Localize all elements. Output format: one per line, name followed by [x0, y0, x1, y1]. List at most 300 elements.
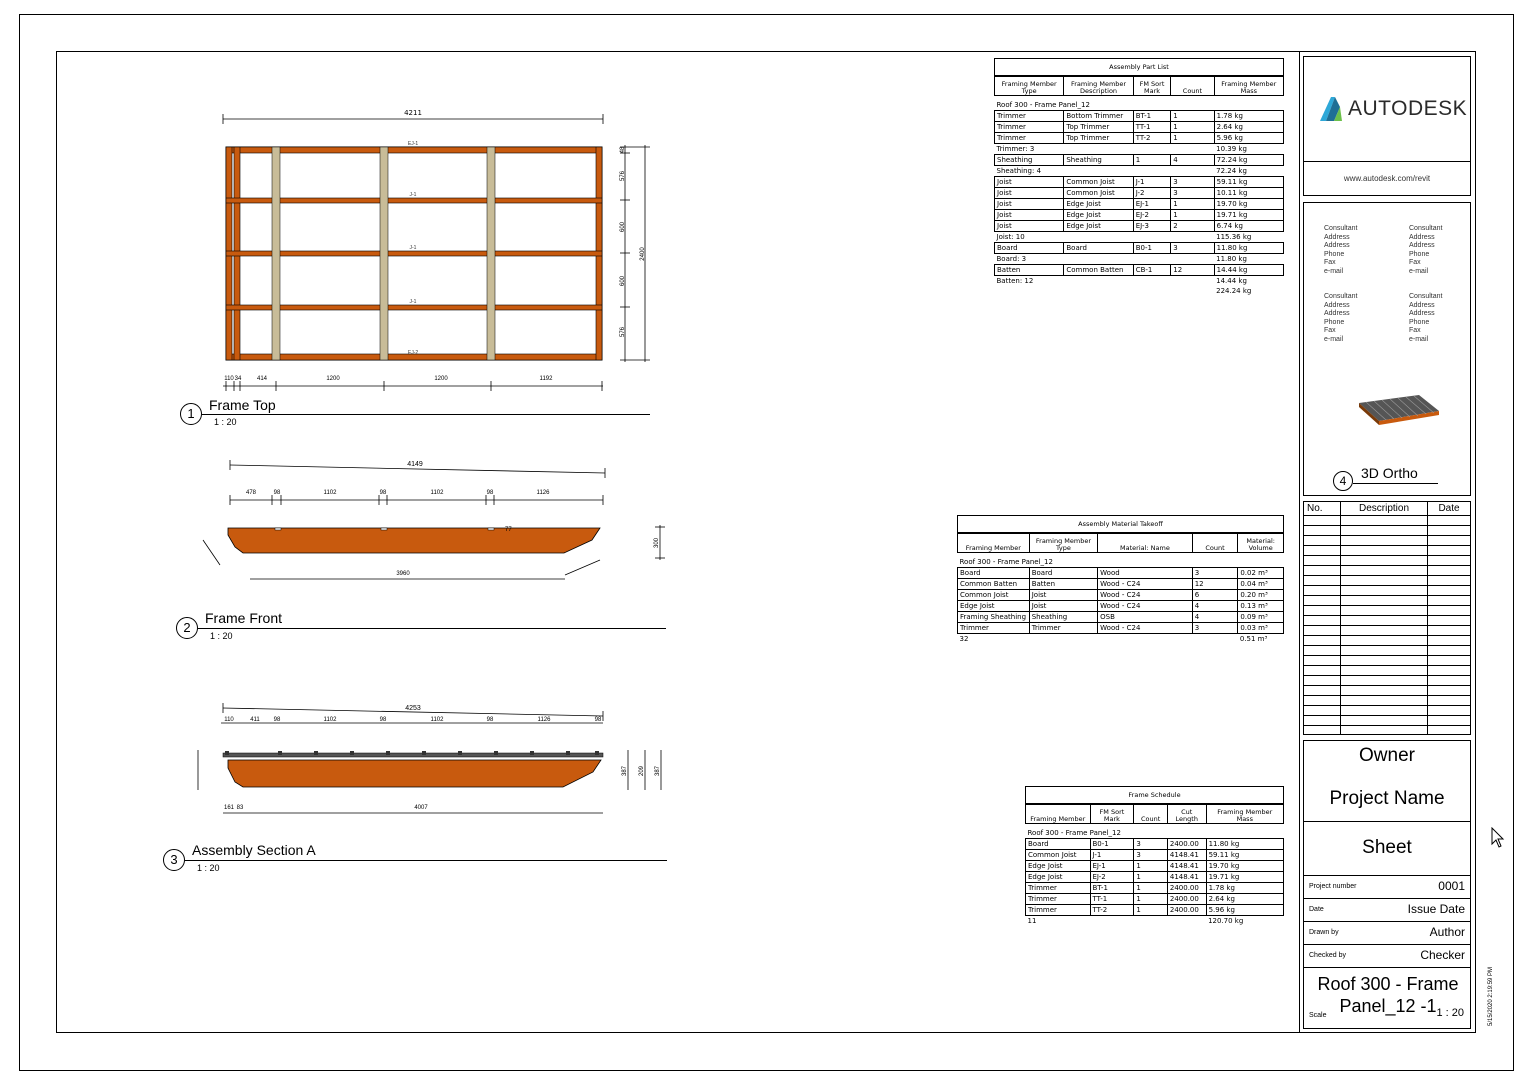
consultant-block	[1409, 225, 1442, 276]
view-scale-1: 1 : 20	[214, 417, 237, 427]
schedule-cell: Board: 3	[996, 255, 1027, 263]
frame-schedule[interactable]	[1025, 786, 1284, 926]
schedule-cell: Common Joist	[958, 590, 1030, 601]
schedule-cell: Sheathing	[1064, 155, 1133, 166]
dim-section-bottom: 4007	[414, 805, 428, 811]
schedule-cell: 11.80 kg	[1206, 839, 1283, 850]
schedule-cell: Wood - C24	[1098, 590, 1193, 601]
schedule-row[interactable]	[958, 612, 1284, 623]
schedule-group-header: Roof 300 - Frame Panel_12	[959, 558, 1053, 566]
dim-front-note: 77	[505, 527, 512, 533]
schedule-cell: 11.80 kg	[1214, 243, 1283, 254]
schedule-cell: Edge Joist	[1026, 872, 1091, 883]
schedule-cell: Edge Joist	[1064, 199, 1133, 210]
schedule-row[interactable]	[1026, 905, 1284, 916]
schedule-cell: Trimmer	[958, 623, 1030, 634]
joist-label: J-1	[409, 299, 417, 305]
consultant-line: Address	[1324, 233, 1350, 241]
revision-table	[1303, 501, 1471, 735]
schedule-cell: Board	[958, 568, 1030, 579]
consultant-line: Phone	[1324, 250, 1345, 258]
schedule-cell: EJ-3	[1133, 221, 1171, 232]
schedule-cell: OSB	[1098, 612, 1193, 623]
project-field-row	[1304, 898, 1470, 922]
revision-row[interactable]	[1304, 636, 1470, 646]
schedule-cell: TT-1	[1133, 122, 1171, 133]
schedule-row[interactable]	[995, 177, 1284, 188]
schedule-cell: BT-1	[1133, 111, 1171, 122]
schedule-cell: 4148.41	[1167, 861, 1206, 872]
consultant-line: Consultant	[1324, 225, 1358, 232]
rev-header-date: Date	[1428, 502, 1471, 516]
schedule-cell: Board	[1026, 839, 1091, 850]
sheet-name: Roof 300 - Frame Panel_12 -1	[1317, 974, 1459, 1016]
schedule-cell: Wood - C24	[1098, 579, 1193, 590]
view-number-1: 1	[180, 403, 202, 425]
schedule-subtotal-row[interactable]	[995, 254, 1284, 265]
dim-right: 600	[620, 221, 626, 233]
project-field-value[interactable]: Checker	[1420, 948, 1465, 962]
schedule-cell: 1	[1134, 883, 1168, 894]
project-field-label: Date	[1309, 906, 1324, 913]
schedule-cell: 10.39 kg	[1216, 145, 1247, 153]
project-info-panel	[1303, 740, 1471, 1029]
schedule-cell: Trimmer: 3	[996, 145, 1035, 153]
view-scale-3: 1 : 20	[197, 863, 220, 873]
schedule-header: Material: Name	[1098, 534, 1193, 553]
schedule-cell: 115.36 kg	[1216, 233, 1252, 241]
schedule-cell: Joist	[1029, 590, 1097, 601]
revision-row[interactable]	[1304, 626, 1470, 636]
schedule-cell: 1	[1134, 872, 1168, 883]
project-field-row	[1304, 944, 1470, 967]
schedule-cell: Trimmer	[1026, 894, 1091, 905]
project-field-value[interactable]: 0001	[1438, 879, 1465, 893]
schedule-cell: Common Joist	[1026, 850, 1091, 861]
schedule-cell: 11.80 kg	[1216, 255, 1247, 263]
schedule-row[interactable]	[995, 122, 1284, 133]
schedule-cell: 3	[1192, 568, 1238, 579]
schedule-cell: 19.70 kg	[1206, 861, 1283, 872]
schedule-cell	[1064, 286, 1133, 296]
schedule-cell: CB-1	[1133, 265, 1171, 276]
schedule-cell: 2400.00	[1167, 905, 1206, 916]
schedule-cell: TT-2	[1090, 905, 1134, 916]
schedule-cell	[1171, 166, 1214, 177]
revision-row[interactable]	[1304, 516, 1470, 526]
schedule-row[interactable]	[995, 133, 1284, 144]
schedule-cell: 1	[1171, 210, 1214, 221]
joist-label: EJ-1	[407, 141, 419, 147]
schedule-cell: 59.11 kg	[1214, 177, 1283, 188]
schedule-cell: 1.78 kg	[1206, 883, 1283, 894]
consultant-line: e-mail	[1409, 335, 1429, 343]
dim-right-total: 2400	[640, 247, 646, 261]
schedule-cell: 59.11 kg	[1206, 850, 1283, 861]
schedule-cell: Joist: 10	[996, 233, 1025, 241]
schedule-row[interactable]	[958, 601, 1284, 612]
schedule-row[interactable]	[958, 579, 1284, 590]
dim-section-top: 98	[273, 717, 281, 723]
schedule-row[interactable]	[958, 568, 1284, 579]
schedule-cell: 0.09 m³	[1238, 612, 1284, 623]
schedule-cell	[1167, 916, 1206, 927]
schedule-cell: 1	[1133, 155, 1171, 166]
consultant-line: Address	[1324, 310, 1350, 317]
schedule-cell: 1	[1134, 905, 1168, 916]
schedule-group-header: Roof 300 - Frame Panel_12	[996, 101, 1090, 109]
schedule-subtotal-row[interactable]	[995, 144, 1284, 155]
revision-row[interactable]	[1304, 676, 1470, 686]
dim-bottom: 1200	[434, 376, 448, 382]
dim-front-top: 1102	[430, 490, 444, 496]
brand-name: AUTODESK	[1348, 97, 1468, 120]
schedule-cell: 3	[1192, 623, 1238, 634]
schedule-cell: 4148.41	[1167, 850, 1206, 861]
schedule-cell: Common Joist	[1064, 188, 1133, 199]
schedule-cell: 1	[1134, 894, 1168, 905]
dim-section-bottom: 83	[236, 805, 244, 811]
consultant-line: Address	[1409, 310, 1435, 317]
dim-section-right: 387	[655, 765, 661, 777]
schedule-cell: 19.71 kg	[1214, 210, 1283, 221]
schedule-cell	[1098, 634, 1193, 645]
project-field-label: Project number	[1309, 883, 1357, 890]
autodesk-logo	[1318, 95, 1467, 123]
view-scale-2: 1 : 20	[210, 631, 233, 641]
revision-row[interactable]	[1304, 696, 1470, 706]
schedule-row[interactable]	[1026, 850, 1284, 861]
schedule-cell: 3	[1171, 243, 1214, 254]
schedule-cell: 14.44 kg	[1216, 277, 1247, 285]
schedule-cell: 2400.00	[1167, 894, 1206, 905]
assembly-part-list-schedule[interactable]	[994, 58, 1284, 296]
schedule-cell: 12	[1171, 265, 1214, 276]
revision-row[interactable]	[1304, 616, 1470, 626]
dim-right: 576	[620, 170, 626, 182]
dim-front-top: 478	[245, 490, 257, 496]
schedule-header: Framing Member Description	[1064, 77, 1133, 96]
consultant-line: e-mail	[1409, 267, 1429, 275]
schedule-cell	[1133, 232, 1171, 243]
view-title-frame-top[interactable]: Frame Top	[209, 397, 276, 413]
schedule-cell: 32	[959, 635, 969, 643]
view-title-3d-ortho[interactable]: 3D Ortho	[1361, 465, 1418, 481]
dim-front-top: 98	[486, 490, 494, 496]
schedule-cell: 6.74 kg	[1214, 221, 1283, 232]
dim-bottom: 34	[234, 376, 242, 382]
project-field-value[interactable]: Author	[1429, 925, 1465, 939]
consultant-line: Consultant	[1409, 225, 1443, 232]
consultant-block	[1324, 293, 1357, 344]
schedule-cell	[1171, 276, 1214, 287]
schedule-cell: 12	[1192, 579, 1238, 590]
revision-row[interactable]	[1304, 556, 1470, 566]
schedule-cell: 5.96 kg	[1206, 905, 1283, 916]
consultant-line: Fax	[1409, 259, 1421, 266]
schedule-subtotal-row[interactable]	[1026, 916, 1284, 927]
schedule-cell: Edge Joist	[958, 601, 1030, 612]
frame-top-drawing	[215, 100, 655, 400]
schedule-cell: Edge Joist	[1064, 221, 1133, 232]
schedule-cell: 19.70 kg	[1214, 199, 1283, 210]
schedule-cell	[1133, 254, 1171, 265]
schedule-subtotal-row[interactable]	[995, 232, 1284, 243]
view-title-assembly-section[interactable]: Assembly Section A	[192, 842, 316, 858]
revision-row[interactable]	[1304, 686, 1470, 696]
assembly-section-drawing	[183, 698, 673, 823]
joist-label: J-1	[409, 192, 417, 198]
schedule-row[interactable]	[1026, 839, 1284, 850]
schedule-cell: 3	[1171, 188, 1214, 199]
schedule-header: Framing Member Mass	[1214, 77, 1283, 96]
schedule-title: Frame Schedule	[1025, 786, 1284, 804]
schedule-cell: 19.71 kg	[1206, 872, 1283, 883]
schedule-cell: J-1	[1090, 850, 1134, 861]
schedule-cell: Batten: 12	[996, 277, 1034, 285]
schedule-header: FM Sort Mark	[1090, 805, 1134, 824]
schedule-header: FM Sort Mark	[1133, 77, 1171, 96]
schedule-cell	[1064, 254, 1133, 265]
revision-row[interactable]	[1304, 536, 1470, 546]
consultant-line: Fax	[1409, 327, 1421, 334]
schedule-cell	[1064, 276, 1133, 287]
schedule-cell: 1	[1171, 111, 1214, 122]
schedule-cell: Trimmer	[995, 111, 1064, 122]
consultant-line: e-mail	[1324, 267, 1344, 275]
consultant-line: Address	[1409, 301, 1435, 309]
schedule-cell: Board	[995, 243, 1064, 254]
schedule-header: Count	[1171, 77, 1214, 96]
project-field-value[interactable]: Issue Date	[1407, 902, 1465, 916]
joist-label: J-1	[409, 245, 417, 251]
schedule-cell: Trimmer	[995, 133, 1064, 144]
dim-section-total: 4253	[405, 705, 421, 712]
schedule-header: Count	[1192, 534, 1238, 553]
schedule-subtotal-row[interactable]	[958, 634, 1284, 645]
consultant-line: e-mail	[1324, 335, 1344, 343]
schedule-row[interactable]	[958, 590, 1284, 601]
website-link[interactable]: www.autodesk.com/revit	[1343, 174, 1431, 183]
rev-header-description: Description	[1341, 502, 1428, 516]
schedule-cell	[995, 286, 1064, 296]
revision-row[interactable]	[1304, 606, 1470, 616]
schedule-cell: 1	[1134, 861, 1168, 872]
revision-row[interactable]	[1304, 566, 1470, 576]
schedule-row[interactable]	[1026, 894, 1284, 905]
mouse-cursor-icon	[1491, 827, 1505, 849]
dim-front-top: 1102	[323, 490, 337, 496]
schedule-cell: 3	[1134, 839, 1168, 850]
frame-front-drawing	[195, 455, 665, 585]
schedule-row[interactable]	[995, 210, 1284, 221]
schedule-cell: 5.96 kg	[1214, 133, 1283, 144]
schedule-header: Cut Length	[1167, 805, 1206, 824]
schedule-row[interactable]	[1026, 861, 1284, 872]
schedule-cell: 2400.00	[1167, 883, 1206, 894]
revision-row[interactable]	[1304, 576, 1470, 586]
schedule-cell	[1134, 916, 1168, 927]
schedule-header: Count	[1134, 805, 1168, 824]
schedule-cell: Common Batten	[958, 579, 1030, 590]
schedule-cell: 2400.00	[1167, 839, 1206, 850]
schedule-cell: J-1	[1133, 177, 1171, 188]
dim-section-right: 209	[639, 765, 645, 777]
view-title-frame-front[interactable]: Frame Front	[205, 610, 283, 626]
dim-section-top: 98	[486, 717, 494, 723]
schedule-cell: 2.64 kg	[1206, 894, 1283, 905]
schedule-cell: Sheathing	[1029, 612, 1097, 623]
schedule-cell: 120.70 kg	[1208, 917, 1244, 925]
schedule-cell: Edge Joist	[1026, 861, 1091, 872]
schedule-cell	[1133, 276, 1171, 287]
schedule-cell: Trimmer	[1026, 883, 1091, 894]
schedule-cell: 72.24 kg	[1216, 167, 1247, 175]
schedule-row[interactable]	[995, 111, 1284, 122]
dim-right: 48	[620, 146, 626, 154]
schedule-cell: Wood - C24	[1098, 623, 1193, 634]
schedule-row[interactable]	[995, 243, 1284, 254]
dim-section-top: 98	[594, 717, 602, 723]
schedule-cell: 0.13 m³	[1238, 601, 1284, 612]
dim-front-bottom: 3960	[396, 571, 410, 577]
schedule-cell: Joist	[995, 221, 1064, 232]
dim-bottom: 1192	[539, 376, 553, 382]
dim-section-top: 1102	[323, 717, 337, 723]
schedule-cell: Edge Joist	[1064, 210, 1133, 221]
schedule-cell: 4	[1192, 612, 1238, 623]
schedule-subtotal-row[interactable]	[995, 286, 1284, 296]
schedule-cell: 0.03 m³	[1238, 623, 1284, 634]
revision-row[interactable]	[1304, 656, 1470, 666]
print-timestamp: 5/15/2020 2:19:59 PM	[1488, 966, 1494, 1026]
revision-row[interactable]	[1304, 666, 1470, 676]
schedule-row[interactable]	[995, 155, 1284, 166]
schedule-cell: Joist	[995, 210, 1064, 221]
view-title-underline	[1353, 483, 1438, 484]
schedule-row[interactable]	[958, 623, 1284, 634]
schedule-cell: Common Joist	[1064, 177, 1133, 188]
revision-row[interactable]	[1304, 706, 1470, 716]
schedule-row[interactable]	[995, 221, 1284, 232]
schedule-cell: Wood	[1098, 568, 1193, 579]
schedule-cell: Joist	[1029, 601, 1097, 612]
schedule-cell: Trimmer	[1029, 623, 1097, 634]
schedule-header: Framing Member Mass	[1206, 805, 1283, 824]
schedule-cell: 1	[1171, 133, 1214, 144]
schedule-cell	[1133, 286, 1171, 296]
dim-front-right: 300	[654, 537, 660, 549]
consultant-line: Fax	[1324, 327, 1336, 334]
schedule-row[interactable]	[995, 199, 1284, 210]
schedule-row[interactable]	[995, 265, 1284, 276]
view-number-3: 3	[163, 849, 185, 871]
schedule-cell: Common Batten	[1064, 265, 1133, 276]
assembly-material-takeoff-schedule[interactable]	[957, 515, 1284, 644]
revision-grid	[1304, 502, 1470, 735]
schedule-cell: Board	[1064, 243, 1133, 254]
schedule-cell: 2.64 kg	[1214, 122, 1283, 133]
schedule-header: Framing Member	[958, 534, 1030, 553]
schedule-header: Framing Member Type	[995, 77, 1064, 96]
dim-section-top: 110	[224, 717, 234, 723]
schedule-cell: EJ-2	[1090, 872, 1134, 883]
autodesk-a-icon	[1318, 95, 1344, 123]
schedule-cell: 14.44 kg	[1214, 265, 1283, 276]
schedule-cell: 6	[1192, 590, 1238, 601]
schedule-subtotal-row[interactable]	[995, 276, 1284, 287]
schedule-cell: 4148.41	[1167, 872, 1206, 883]
scale-value: 1 : 20	[1436, 1007, 1464, 1019]
schedule-header: Framing Member	[1026, 805, 1091, 824]
schedule-cell: Sheathing: 4	[996, 167, 1042, 175]
revision-row[interactable]	[1304, 586, 1470, 596]
schedule-cell: Joist	[995, 177, 1064, 188]
schedule-cell	[1029, 634, 1097, 645]
view-number-4: 4	[1333, 471, 1353, 491]
revision-row[interactable]	[1304, 646, 1470, 656]
revision-row[interactable]	[1304, 596, 1470, 606]
schedule-subtotal-row[interactable]	[995, 166, 1284, 177]
schedule-cell: 0.02 m³	[1238, 568, 1284, 579]
schedule-cell: J-2	[1133, 188, 1171, 199]
schedule-row[interactable]	[995, 188, 1284, 199]
dim-top-total: 4211	[404, 109, 422, 117]
project-field-row	[1304, 921, 1470, 945]
schedule-cell: 4	[1192, 601, 1238, 612]
schedule-cell: 224.24 kg	[1216, 287, 1252, 295]
schedule-cell: BT-1	[1090, 883, 1134, 894]
schedule-row[interactable]	[1026, 883, 1284, 894]
schedule-cell: 72.24 kg	[1214, 155, 1283, 166]
schedule-cell: 4	[1171, 155, 1214, 166]
revision-row[interactable]	[1304, 526, 1470, 536]
consultant-line: Phone	[1409, 318, 1430, 326]
schedule-cell: Batten	[1029, 579, 1097, 590]
revision-row[interactable]	[1304, 716, 1470, 726]
schedule-row[interactable]	[1026, 872, 1284, 883]
schedule-cell	[1171, 232, 1214, 243]
schedule-cell: Trimmer	[1026, 905, 1091, 916]
dim-bottom: 1200	[326, 376, 340, 382]
project-name: Project Name	[1329, 788, 1445, 809]
consultant-block	[1409, 293, 1442, 344]
schedule-cell: 0.04 m³	[1238, 579, 1284, 590]
revision-row[interactable]	[1304, 726, 1470, 736]
consultant-line: Consultant	[1324, 293, 1358, 300]
schedule-title: Assembly Part List	[994, 58, 1284, 76]
dim-section-top: 1126	[537, 717, 551, 723]
owner-label: Owner	[1359, 745, 1415, 766]
schedule-cell	[1171, 286, 1214, 296]
dim-front-top: 1126	[536, 490, 550, 496]
schedule-cell	[1090, 916, 1134, 927]
schedule-cell: 1.78 kg	[1214, 111, 1283, 122]
revision-row[interactable]	[1304, 546, 1470, 556]
schedule-cell: TT-2	[1133, 133, 1171, 144]
schedule-cell: Top Trimmer	[1064, 133, 1133, 144]
rev-header-no: No.	[1304, 502, 1341, 516]
schedule-cell: 11	[1027, 917, 1037, 925]
schedule-cell: 3	[1171, 177, 1214, 188]
schedule-cell	[1133, 144, 1171, 155]
schedule-cell: Joist	[995, 188, 1064, 199]
dim-front-top: 98	[273, 490, 281, 496]
project-field-row	[1304, 875, 1470, 899]
schedule-cell: EJ-2	[1133, 210, 1171, 221]
consultant-line: Address	[1324, 301, 1350, 309]
dim-section-top: 1102	[430, 717, 444, 723]
